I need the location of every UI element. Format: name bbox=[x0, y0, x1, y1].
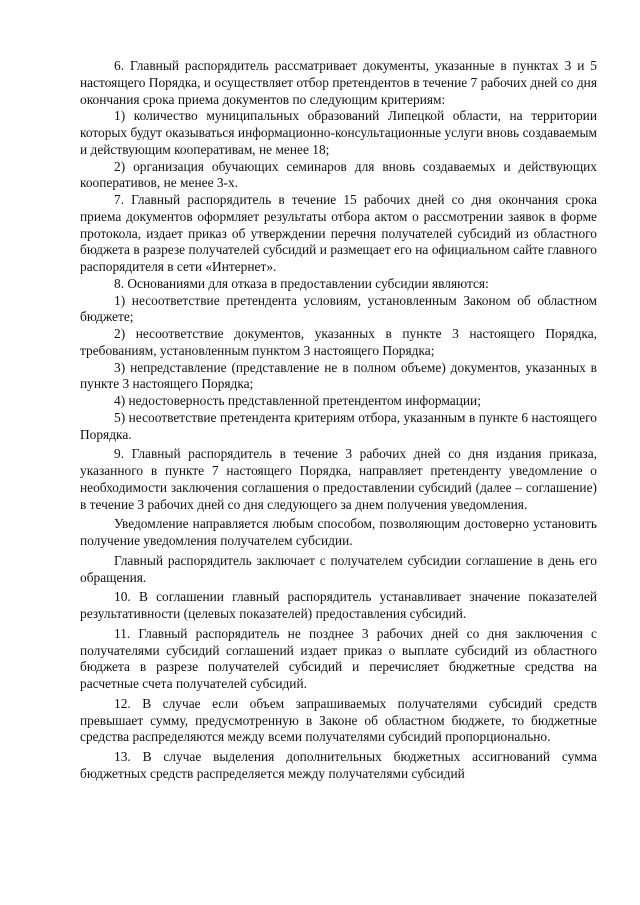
paragraph-8-item-2: 2) несоответствие документов, указанных в пункте 3 настоящего Порядка, требованиям, установленным пунктом 3 настоящего Порядка; bbox=[80, 326, 597, 358]
paragraph-10: 10. В соглашении главный распорядитель устанавливает значение показателей результативности (целевых показателей) предоставления субсидий. bbox=[80, 589, 597, 621]
paragraph-8: 8. Основаниями для отказа в предоставлении субсидии являются: bbox=[114, 275, 489, 291]
paragraph-6-criterion-1: 1) количество муниципальных образований Липецкой области, на территории которых будут оказываться информационно-консультационные услуги вновь создаваемым и действующим кооперативам, не менее 18; bbox=[80, 108, 597, 157]
paragraph-8-item-1: 1) несоответствие претендента условиям, установленным Законом об областном бюджете; bbox=[80, 292, 597, 325]
paragraph-12: 12. В случае если объем запрашиваемых получателями субсидий средств превышает сумму, предусмотренную в Законе об областном бюджете, то бюджетные средства распределяются между всеми получателями субсидий пропорционально. bbox=[80, 695, 597, 745]
document-page bbox=[80, 58, 597, 783]
paragraph-7: 7. Главный распорядитель в течение 15 рабочих дней со дня окончания срока приема документов оформляет результаты отбора актом о рассмотрении заявок в форме протокола, издает приказ об утверждении перечня получателей субсидий из областного бюджета в разрезе получателей субсидий и размещает его на официальном сайте главного распорядителя в сети «Интернет». bbox=[80, 192, 597, 274]
paragraph-8-item-5: 5) несоответствие претендента критериям отбора, указанным в пункте 6 настоящего Порядка. bbox=[80, 409, 597, 442]
paragraph-8-item-4: 4) недостоверность представленной претендентом информации; bbox=[114, 393, 481, 408]
paragraph-6-criterion-2: 2) организация обучающих семинаров для вновь создаваемых и действующих кооперативов, не менее 3-х. bbox=[80, 158, 597, 191]
paragraph-6: 6. Главный распорядитель рассматривает документы, указанные в пунктах 3 и 5 настоящего Порядка, и осуществляет отбор претендентов в течение 7 рабочих дней со дня окончания срока приема документов по следующим критериям: bbox=[80, 58, 597, 107]
paragraph-9-notice: Уведомление направляется любым способом, позволяющим достоверно установить получение уведомления получателем субсидии. bbox=[80, 516, 597, 548]
paragraph-8-item-3: 3) непредставление (представление не в полном объеме) документов, указанных в пункте 3 настоящего Порядка; bbox=[80, 359, 597, 392]
paragraph-9: 9. Главный распорядитель в течение 3 рабочих дней со дня издания приказа, указанного в пункте 7 настоящего Порядка, направляет претенденту уведомление о необходимости заключения соглашения о предоставлении субсидий (далее – соглашение) в течение 3 рабочих дней со дня следующего за днем получения уведомления. bbox=[80, 446, 597, 512]
paragraph-13: 13. В случае выделения дополнительных бюджетных ассигнований сумма бюджетных средств распределяется между получателями субсидий bbox=[80, 749, 597, 781]
paragraph-9-agreement: Главный распорядитель заключает с получателем субсидии соглашение в день его обращения. bbox=[80, 552, 597, 585]
paragraph-11: 11. Главный распорядитель не позднее 3 рабочих дней со дня заключения с получателями субсидий соглашений издает приказ о выплате субсидий из областного бюджета в разрезе получателей субсидий и перечисляет бюджетные средства на расчетные счета получателей субсидий. bbox=[80, 625, 597, 691]
